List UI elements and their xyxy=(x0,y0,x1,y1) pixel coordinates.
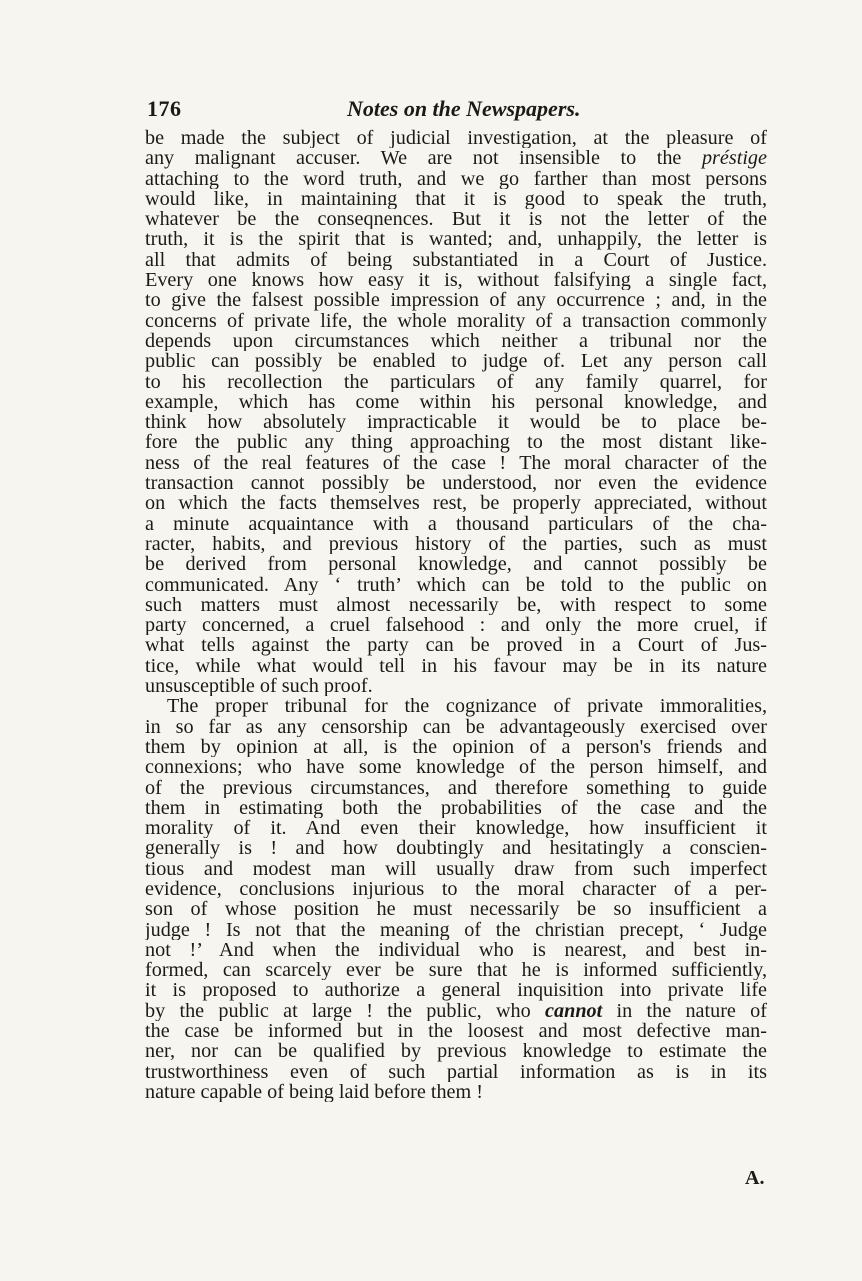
text-line: all that admits of being substantiated in a Court of Justice. xyxy=(145,249,767,271)
text-line: such matters must almost necessarily be, with respect to some xyxy=(145,594,767,616)
text-line: in so far as any censorship can be advantageously exercised over xyxy=(145,716,767,737)
text-line: whatever be the conseqnences. But it is not the letter of the xyxy=(145,209,767,230)
paragraph-1 xyxy=(145,128,767,696)
text-line: be made the subject of judicial investigation, at the pleasure of xyxy=(145,128,767,149)
text-line: tious and modest man will usually draw from such imperfect xyxy=(145,858,767,879)
text-line: formed, can scarcely ever be sure that he is informed sufficiently, xyxy=(145,960,767,981)
text-line: generally is ! and how doubtingly and hesitatingly a conscien- xyxy=(145,838,767,859)
text-line: fore the public any thing approaching to the most distant like- xyxy=(145,432,767,453)
text-line: concerns of private life, the whole morality of a transaction commonly xyxy=(145,310,767,331)
text-line: example, which has come within his personal knowledge, and xyxy=(145,391,767,413)
text-line: nature capable of being laid before them ! xyxy=(145,1081,483,1103)
text-line: them in estimating both the probabilities of the case and the xyxy=(145,797,767,819)
running-head: Notes on the Newspapers. xyxy=(347,96,581,121)
text-line: morality of it. And even their knowledge, how insufficient it xyxy=(145,818,767,839)
text-line: tice, while what would tell in his favour may be in its nature xyxy=(145,655,767,677)
text-line: by the public at large ! the public, who cannot in the nature of xyxy=(145,1000,767,1022)
text-line: unsusceptible of such proof. xyxy=(145,676,373,697)
text-line: the case be informed but in the loosest and most defective man- xyxy=(145,1021,767,1042)
page-number: 176 xyxy=(147,96,182,121)
text-line: of the previous circumstances, and therefore something to guide xyxy=(145,777,767,798)
text-line: judge ! Is not that the meaning of the christian precept, ‘ Judge xyxy=(145,919,767,940)
text-line: not !’ And when the individual who is nearest, and best in- xyxy=(145,939,767,961)
text-line: son of whose position he must necessarily be so insufficient a xyxy=(145,899,767,920)
text-line: them by opinion at all, is the opinion of a person's friends and xyxy=(145,736,767,758)
text-line: racter, habits, and previous history of the parties, such as must xyxy=(145,533,767,555)
text-line: connexions; who have some knowledge of the person himself, and xyxy=(145,757,767,778)
text-line: it is proposed to authorize a general inquisition into private life xyxy=(145,980,767,1001)
text-line: The proper tribunal for the cognizance of private immoralities, xyxy=(167,696,767,717)
text-line: party concerned, a cruel falsehood : and only the more cruel, if xyxy=(145,615,767,636)
text-line: trustworthiness even of such partial information as is in its xyxy=(145,1061,767,1082)
text-line: a minute acquaintance with a thousand particulars of the cha- xyxy=(145,513,767,534)
text-line: ness of the real features of the case ! The moral character of the xyxy=(145,452,767,474)
text-line: depends upon circumstances which neither a tribunal nor the xyxy=(145,330,767,352)
text-line: transaction cannot possibly be understood, nor even the evidence xyxy=(145,473,767,494)
text-line: think how absolutely impracticable it would be to place be- xyxy=(145,412,767,433)
text-line: truth, it is the spirit that is wanted; and, unhappily, the letter is xyxy=(145,229,767,250)
text-line: public can possibly be enabled to judge of. Let any person call xyxy=(145,351,767,372)
page-header xyxy=(147,96,767,126)
text-line: what tells against the party can be proved in a Court of Jus- xyxy=(145,635,767,656)
text-line: attaching to the word truth, and we go farther than most persons xyxy=(145,168,767,189)
text-line: evidence, conclusions injurious to the moral character of a per- xyxy=(145,878,767,900)
paragraph-2 xyxy=(145,696,767,1102)
text-line: ner, nor can be qualified by previous knowledge to estimate the xyxy=(145,1041,767,1062)
text-line: communicated. Any ‘ truth’ which can be told to the public on xyxy=(145,574,767,595)
text-line: to his recollection the particulars of any family quarrel, for xyxy=(145,371,767,392)
text-line: would like, in maintaining that it is good to speak the truth, xyxy=(145,188,767,210)
text-line: to give the falsest possible impression of any occurrence ; and, in the xyxy=(145,290,767,311)
author-signature: A. xyxy=(745,1167,765,1189)
text-line: on which the facts themselves rest, be properly appreciated, without xyxy=(145,493,767,514)
text-line: be derived from personal knowledge, and cannot possibly be xyxy=(145,554,767,575)
text-line: Every one knows how easy it is, without falsifying a single fact, xyxy=(145,270,767,291)
body-text xyxy=(145,128,767,1102)
text-line: any malignant accuser. We are not insensible to the préstige xyxy=(145,148,767,169)
